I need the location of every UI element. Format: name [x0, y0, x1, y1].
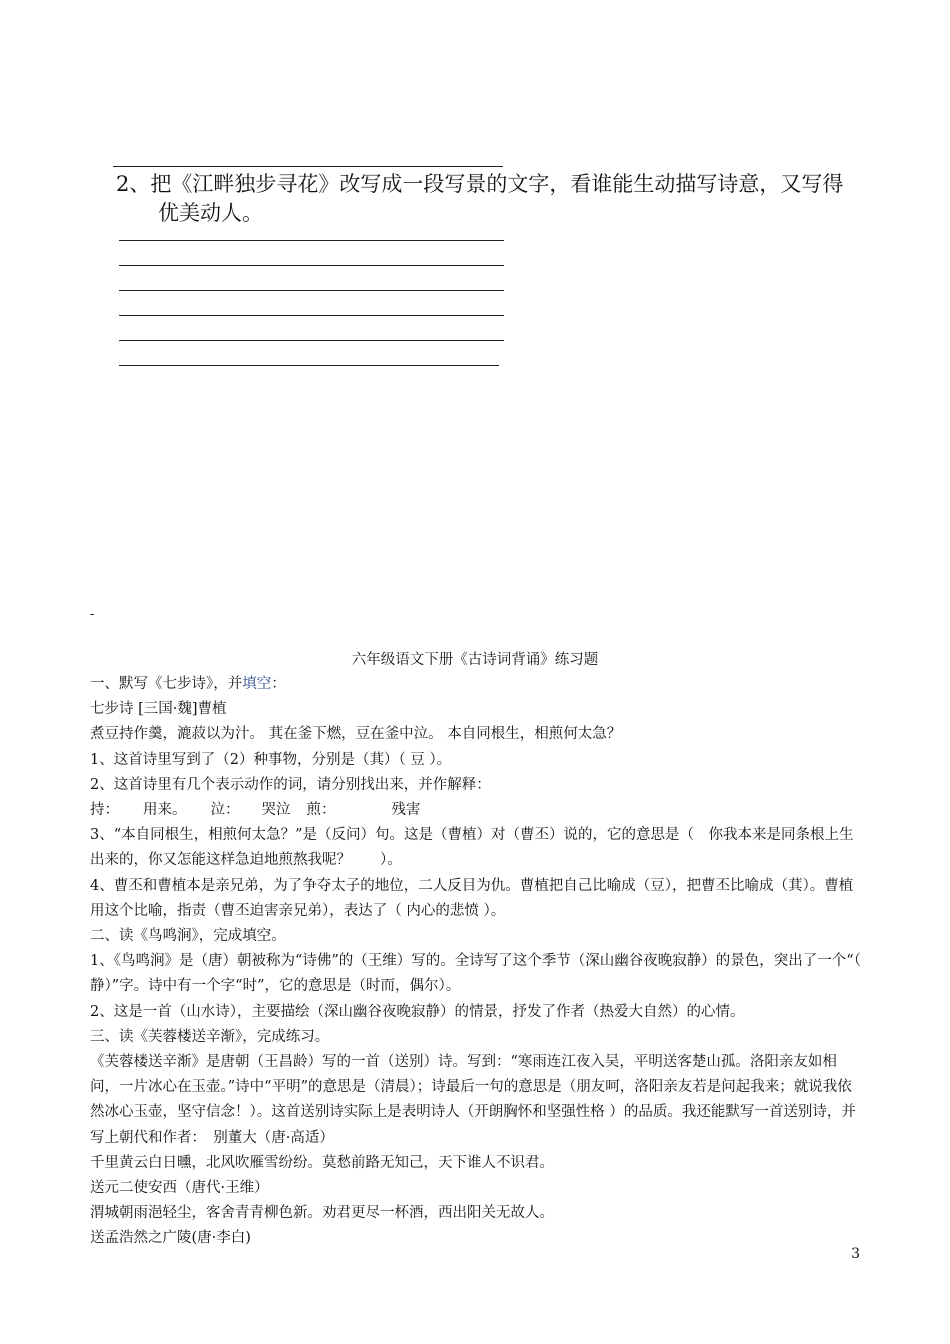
answer-line-3 [119, 290, 504, 291]
section-1-heading-text: 一、默写《七步诗》，并 [90, 676, 243, 692]
word-jian-answer: 残害 [391, 802, 421, 819]
s1-question-2: 2、这首诗里有几个表示动作的词，请分别找出来，并作解释： [90, 776, 491, 793]
worksheet-body [90, 672, 876, 1252]
poem-title-qibushi: 七步诗 [三国·魏]曹植 [90, 701, 227, 718]
s3-paragraph: 《芙蓉楼送辛渐》是唐朝（王昌龄）写的一首（送别）诗。写到：“寒雨连江夜入吴，平明送客楚山孤。洛阳亲友如相问，一片冰心在玉壶。”诗中“平明”的意思是（清晨）；诗最后一句的意思是（朋友呵，洛阳亲友若是问起我来；就说我依然冰心玉壶，坚守信念！）。这首送别诗实际上是表明诗人（开朗胸怀和坚强性格 ）的品质。我还能默写一首送别诗，并写上朝代和作者： 别董大（唐·高适） [90, 1054, 856, 1146]
s1-question-2-answers [90, 798, 862, 823]
question-2-composition [116, 170, 876, 228]
word-qi: 泣： [210, 802, 240, 819]
section-3-heading: 三、读《芙蓉楼送辛渐》，完成练习。 [90, 1028, 330, 1045]
word-qi-answer: 哭泣 [261, 802, 291, 819]
s2-question-2: 2、这是一首（山水诗），主要描绘（深山幽谷夜晚寂静）的情景，抒发了作者（热爱大自然）的心情。 [90, 1003, 745, 1020]
section-2-heading: 二、读《鸟鸣涧》，完成填空。 [90, 928, 286, 945]
section-1-heading-colon: ： [271, 676, 286, 692]
answer-line-1 [119, 240, 504, 241]
fill-blank-link[interactable]: 填空 [242, 676, 272, 692]
page-break-mark: - [90, 607, 95, 622]
answer-line-top [113, 166, 503, 167]
s1-question-4: 4、曹丕和曹植本是亲兄弟，为了争夺太子的地位，二人反目为仇。曹植把自己比喻成（豆），把曹丕比喻成（萁）。曹植用这个比喻，指责（曹丕迫害亲兄弟），表达了（ 内心的悲愤 ）。 [90, 877, 854, 919]
worksheet-title: 六年级语文下册《古诗词背诵》练习题 [351, 652, 599, 668]
s2-question-1: 1、《鸟鸣涧》是（唐）朝被称为“诗佛”的（王维）写的。全诗写了这个季节（深山幽谷夜晚寂静）的景色，突出了一个“（ 静）”字。诗中有一个字“时”，它的意思是（时而，偶尔）。 [90, 953, 876, 995]
section-1-heading [90, 672, 862, 697]
poem-songyuaner: 渭城朝雨浥轻尘，客舍青青柳色新。劝君更尽一杯酒，西出阳关无故人。 [90, 1205, 554, 1222]
page-number: 3 [851, 1246, 860, 1262]
poem-biedongda: 千里黄云白日曛，北风吹雁雪纷纷。莫愁前路无知己，天下谁人不识君。 [90, 1154, 554, 1171]
poem-title-songmenghaoran: 送孟浩然之广陵(唐·李白) [90, 1230, 251, 1247]
answer-line-4 [119, 315, 504, 316]
answer-line-6 [119, 365, 499, 366]
poem-title-songyuaner: 送元二使安西（唐代·王维） [90, 1180, 269, 1197]
word-chi-answer: 用来。 [143, 802, 187, 819]
word-jian: 煎： [306, 802, 336, 819]
poem-qibushi: 煮豆持作羹，漉菽以为汁。 萁在釜下燃，豆在釜中泣。 本自同根生，相煎何太急？ [90, 726, 622, 743]
s1-question-3: 3、“本自同根生，相煎何太急？”是（反问）句。这是（曹植）对（曹丕）说的，它的意思是（ 你我本来是同条根上生出来的，你又怎能这样急迫地煎熬我呢？ ）。 [90, 827, 854, 869]
answer-line-2 [119, 265, 504, 266]
s1-question-1: 1、这首诗里写到了（2）种事物，分别是（萁）（ 豆 ）。 [90, 751, 452, 768]
answer-line-5 [119, 340, 504, 341]
word-chi: 持： [90, 802, 119, 819]
q2-line1: 2、把《江畔独步寻花》改写成一段写景的文字，看谁能生动描写诗意，又写得 [116, 172, 844, 196]
q2-line2: 优美动人。 [158, 201, 263, 225]
